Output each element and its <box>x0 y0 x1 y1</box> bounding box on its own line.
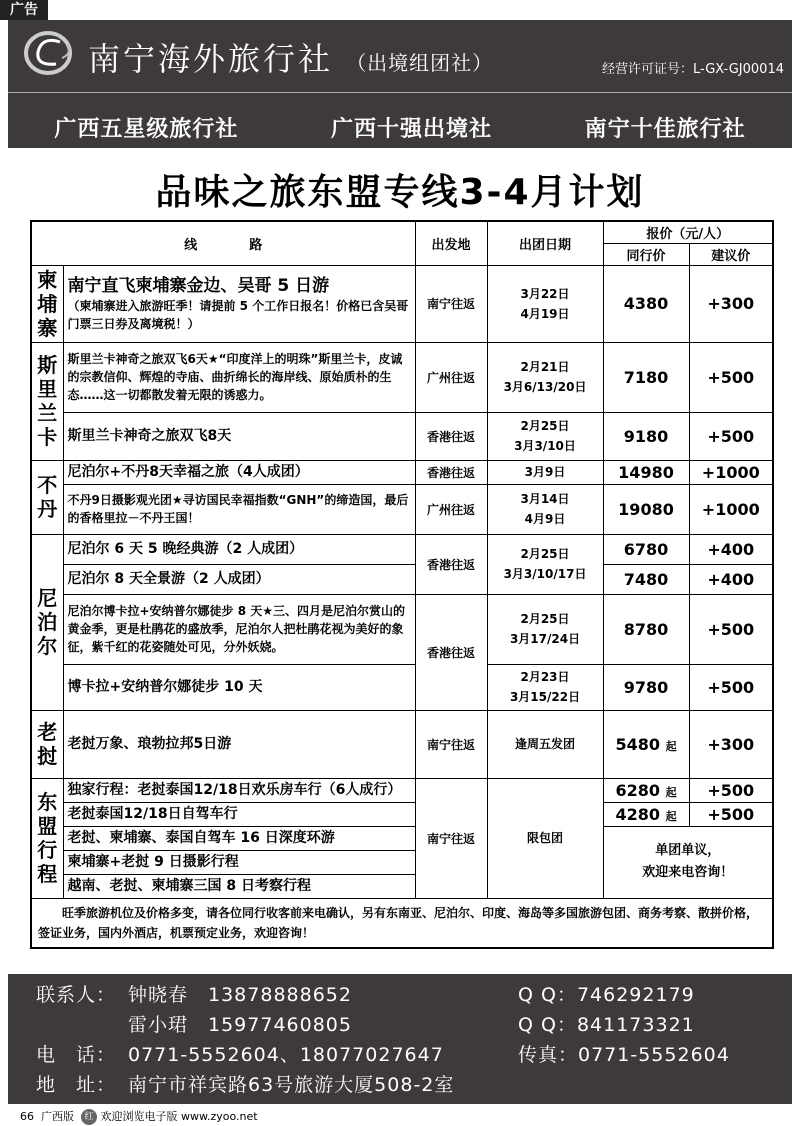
date-line: 3月15/22日 <box>509 690 581 704</box>
region-srilanka: 斯里兰卡 <box>31 342 63 460</box>
company-logo-icon <box>22 28 78 78</box>
route-cell <box>63 874 415 898</box>
ad-tag: 广告 <box>0 0 48 20</box>
peer-price-cell: 6780 <box>603 534 689 564</box>
peer-price-cell: 9780 <box>603 664 689 710</box>
contact-person-1: 钟晓春 13878888652 <box>128 984 352 1006</box>
date-line: 3月14日 <box>520 492 570 506</box>
address-row <box>36 1070 454 1097</box>
contact-person-2: 雷小珺 15977460805 <box>128 1014 352 1036</box>
phone-label: 电 话： <box>36 1044 117 1066</box>
route-cell <box>63 265 415 342</box>
table-row <box>31 412 773 460</box>
dates-cell <box>487 534 603 594</box>
route-cell <box>63 850 415 874</box>
license-number: 经营许可证号：L-GX-GJ00014 <box>602 62 784 77</box>
edition-label: 广西版 <box>41 1110 74 1123</box>
departure-cell: 香港往返 <box>415 460 487 484</box>
table-row <box>31 778 773 802</box>
page-footer <box>20 1108 258 1125</box>
qq-2: Q Q：841173321 <box>518 1014 695 1036</box>
departure-cell: 香港往返 <box>415 594 487 710</box>
dates-cell <box>487 594 603 664</box>
fax-number: 传真：0771-5552604 <box>518 1044 730 1066</box>
page-number: 66 <box>20 1110 34 1123</box>
route-title: 柬埔寨+老挝 9 日摄影行程 <box>67 854 239 870</box>
route-title: 独家行程：老挝泰国12/18日欢乐房车行（6人成行） <box>67 782 402 798</box>
route-title: 尼泊尔+不丹8天幸福之旅（4人成团） <box>67 464 309 480</box>
route-cell <box>63 778 415 802</box>
date-line: 4月9日 <box>524 512 566 526</box>
table-row <box>31 664 773 710</box>
date-line: 3月6/13/20日 <box>503 380 587 394</box>
suggest-price-cell: +1000 <box>689 484 773 534</box>
header-route: 线 路 <box>31 221 415 265</box>
address-label: 地 址： <box>36 1074 117 1096</box>
price-value: 6280 <box>615 780 660 800</box>
phone-row <box>36 1040 730 1067</box>
departure-cell: 南宁往返 <box>415 265 487 342</box>
departure-cell: 南宁往返 <box>415 778 487 898</box>
company-name <box>88 34 493 80</box>
consult-line: 单团单议， <box>655 843 721 858</box>
route-cell <box>63 412 415 460</box>
contact-row-1 <box>36 980 695 1007</box>
route-title: 斯里兰卡神奇之旅双飞8天 <box>67 428 232 444</box>
table-row <box>31 564 773 594</box>
peer-price-cell: 7180 <box>603 342 689 412</box>
route-cell: 不丹9日摄影观光团★寻访国民幸福指数“GNH”的缔造国，最后的香格里拉－不丹王国！ <box>63 484 415 534</box>
site-logo-icon: 红 <box>81 1109 97 1125</box>
departure-cell: 广州往返 <box>415 484 487 534</box>
route-title: 老挝万象、琅勃拉邦5日游 <box>67 736 232 752</box>
table-row <box>31 534 773 564</box>
peer-price-cell: 4380 <box>603 265 689 342</box>
price-value: 5480 <box>615 734 660 754</box>
header-dates: 出团日期 <box>487 221 603 265</box>
region-asean: 东盟行程 <box>31 778 63 898</box>
route-title: 老挝泰国12/18日自驾车行 <box>67 806 238 822</box>
route-title: 博卡拉+安纳普尔娜徒步 10 天 <box>67 679 263 695</box>
honor-2: 广西十强出境社 <box>330 117 492 142</box>
price-value: 4280 <box>615 804 660 824</box>
contact-footer <box>8 974 792 1104</box>
honor-3: 南宁十佳旅行社 <box>584 117 746 142</box>
route-title: 尼泊尔 6 天 5 晚经典游（2 人成团） <box>67 541 304 557</box>
peer-price-cell: 19080 <box>603 484 689 534</box>
consult-cell <box>603 826 773 898</box>
tour-table <box>30 220 774 949</box>
phone-number: 0771-5552604、18077027647 <box>128 1044 444 1066</box>
notice-text: 旺季旅游机位及价格多变，请各位同行收客前来电确认，另有东南亚、尼泊尔、印度、海岛等多国旅游包团、商务考察、散拼价格，签证业务，国内外酒店，机票预定业务，欢迎咨询！ <box>31 898 773 948</box>
date-line: 3月3/10日 <box>514 439 576 453</box>
suggest-price-cell: +500 <box>689 594 773 664</box>
route-title: 越南、老挝、柬埔寨三国 8 日考察行程 <box>67 878 311 894</box>
table-row <box>31 710 773 778</box>
dates-cell <box>487 342 603 412</box>
price-unit: 起 <box>665 739 677 753</box>
route-cell: 尼泊尔博卡拉+安纳普尔娜徒步 8 天★三、四月是尼泊尔赏山的黄金季，更是杜鹃花的盛放季，尼泊尔人把杜鹃花视为美好的象征，紫千红的花姿随处可见，分外妖娆。 <box>63 594 415 664</box>
peer-price-cell: 7480 <box>603 564 689 594</box>
route-cell: 斯里兰卡神奇之旅双飞6天★“印度洋上的明珠”斯里兰卡，皮诚的宗教信仰、辉煌的寺庙、曲折绵长的海岸线、原始质朴的生态……这一切都散发着无限的诱惑力。 <box>63 342 415 412</box>
contact-label: 联系人： <box>36 984 117 1006</box>
site-slogan[interactable]: 欢迎浏览电子版 www.zyoo.net <box>100 1110 258 1123</box>
header-banner <box>8 20 792 148</box>
suggest-price-cell: +400 <box>689 534 773 564</box>
dates-cell: 3月9日 <box>487 460 603 484</box>
suggest-price-cell: +500 <box>689 802 773 826</box>
table-row <box>31 594 773 664</box>
date-line: 2月23日 <box>520 670 570 684</box>
table-row <box>31 342 773 412</box>
qq-1: Q Q：746292179 <box>518 984 695 1006</box>
address-text: 南宁市祥宾路63号旅游大厦508-2室 <box>128 1074 455 1096</box>
suggest-price-cell: +1000 <box>689 460 773 484</box>
company-title: 南宁海外旅行社 <box>88 40 334 78</box>
header-departure: 出发地 <box>415 221 487 265</box>
peer-price-cell <box>603 778 689 802</box>
date-line: 2月25日 <box>520 419 570 433</box>
peer-price-cell: 9180 <box>603 412 689 460</box>
route-title: 老挝、柬埔寨、泰国自驾车 16 日深度环游 <box>67 830 335 846</box>
honors-row <box>8 112 792 143</box>
suggest-price-cell: +300 <box>689 265 773 342</box>
suggest-price-cell: +500 <box>689 664 773 710</box>
suggest-price-cell: +500 <box>689 342 773 412</box>
table-row <box>31 802 773 826</box>
suggest-price-cell: +300 <box>689 710 773 778</box>
peer-price-cell: 14980 <box>603 460 689 484</box>
peer-price-cell: 8780 <box>603 594 689 664</box>
dates-cell <box>487 412 603 460</box>
date-line: 2月25日 <box>520 547 570 561</box>
header-divider <box>8 92 792 93</box>
date-line: 2月21日 <box>520 360 570 374</box>
date-line: 3月22日 <box>520 286 570 301</box>
company-subtitle: （出境组团社） <box>346 51 494 75</box>
date-line: 4月19日 <box>520 306 570 321</box>
dates-cell <box>487 664 603 710</box>
route-cell <box>63 826 415 850</box>
dates-cell <box>487 484 603 534</box>
price-unit: 起 <box>665 785 677 799</box>
suggest-price-cell: +400 <box>689 564 773 594</box>
departure-cell: 香港往返 <box>415 412 487 460</box>
table-row <box>31 826 773 850</box>
peer-price-cell <box>603 710 689 778</box>
consult-line: 欢迎来电咨询！ <box>642 865 734 880</box>
header-peer-price: 同行价 <box>603 243 689 265</box>
honor-1: 广西五星级旅行社 <box>54 117 239 142</box>
departure-cell: 广州往返 <box>415 342 487 412</box>
table-row <box>31 460 773 484</box>
route-cell <box>63 664 415 710</box>
contact-row-2 <box>36 1010 695 1037</box>
date-line: 3月3/10/17日 <box>503 567 587 581</box>
tour-table-wrap <box>30 220 772 949</box>
header-suggest-price: 建议价 <box>689 243 773 265</box>
dates-cell: 限包团 <box>487 778 603 898</box>
table-row <box>31 898 773 948</box>
route-cell <box>63 710 415 778</box>
peer-price-cell <box>603 802 689 826</box>
table-row <box>31 484 773 534</box>
page-title: 品味之旅东盟专线3-4月计划 <box>155 172 645 213</box>
departure-cell: 南宁往返 <box>415 710 487 778</box>
region-laos: 老挝 <box>31 710 63 778</box>
region-bhutan: 不丹 <box>31 460 63 534</box>
suggest-price-cell: +500 <box>689 778 773 802</box>
header-price: 报价（元/人） <box>603 221 773 243</box>
date-line: 2月25日 <box>520 612 570 626</box>
date-line: 3月17/24日 <box>509 632 581 646</box>
route-desc: （柬埔寨进入旅游旺季！请提前 5 个工作日报名！价格已含吴哥门票三日券及离境税！） <box>67 298 409 331</box>
route-cell <box>63 534 415 564</box>
table-row <box>31 265 773 342</box>
region-cambodia: 柬埔寨 <box>31 265 63 342</box>
dates-cell <box>487 265 603 342</box>
price-unit: 起 <box>665 809 677 823</box>
route-title: 南宁直飞柬埔寨金边、吴哥 5 日游 <box>67 275 330 296</box>
route-cell <box>63 802 415 826</box>
route-cell <box>63 564 415 594</box>
dates-cell: 逢周五发团 <box>487 710 603 778</box>
route-title: 尼泊尔 8 天全景游（2 人成团） <box>67 571 270 587</box>
region-nepal: 尼泊尔 <box>31 534 63 710</box>
route-cell <box>63 460 415 484</box>
suggest-price-cell: +500 <box>689 412 773 460</box>
departure-cell: 香港往返 <box>415 534 487 594</box>
